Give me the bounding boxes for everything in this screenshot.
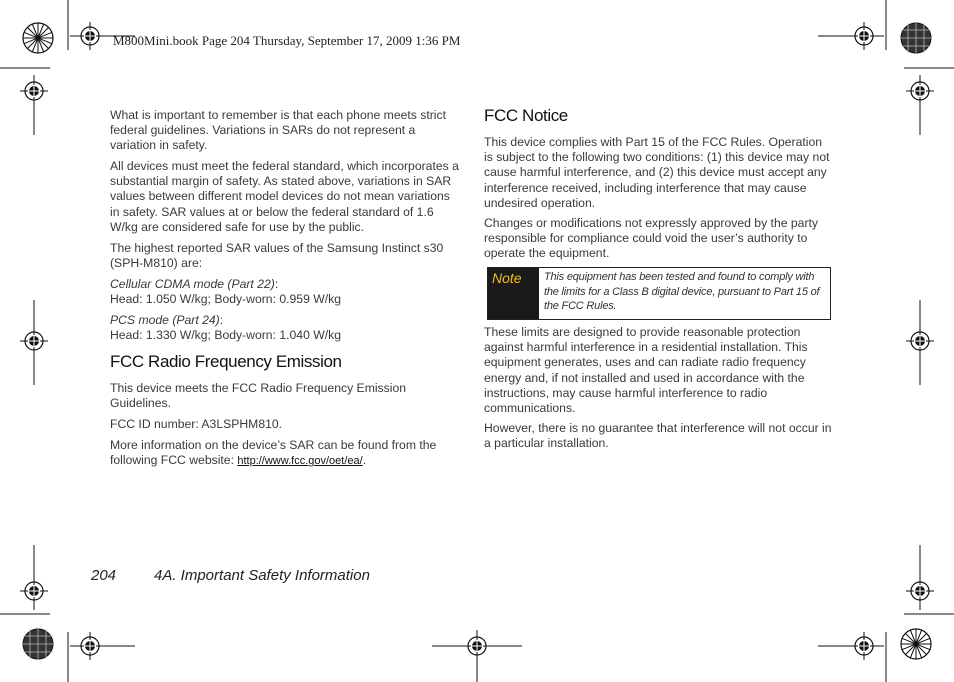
reg-mark-left-middle: [20, 327, 48, 355]
heading-fcc-notice: FCC Notice: [484, 106, 568, 125]
paragraph-modifications: Changes or modifications not expressly approved by the party responsible for compliance could void the user’s authority to operate the equipment.: [484, 216, 818, 261]
paragraph-highest-sar: The highest reported SAR values of the Samsung Instinct s30 (SPH-M810) are:: [110, 241, 444, 271]
paragraph-sar-variation: What is important to remember is that each phone meets strict federal guidelines. Variations in SARs do not represent a variation in safety.: [110, 108, 446, 153]
paragraph-federal-standard: All devices must meet the federal standard, which incorporates a substantial margin of safety. As stated above, variations in SAR values between different model devices do not mean variations in safety. SAR values at or below the federal standard of 1.6 W/kg are considered safe for use by the public.: [110, 159, 459, 234]
reg-mark-right-middle: [906, 327, 934, 355]
reg-mark-top-right: [850, 22, 878, 50]
reg-mark-bottom-right: [850, 632, 878, 660]
page-number: 204: [91, 567, 117, 584]
reg-mark-left-upper: [20, 77, 48, 105]
paragraph-no-guarantee: However, there is no guarantee that interference will not occur in a particular installation.: [484, 421, 832, 451]
reg-mark-bottom-center: [463, 632, 491, 660]
corner-grid-bottom-left: [23, 629, 53, 659]
pcs-mode-label: PCS mode (Part 24): [110, 313, 220, 327]
note-text: This equipment has been tested and found to comply with the limits for a Class B digital device, pursuant to Part 15 of the FCC Rules.: [544, 271, 820, 312]
cdma-mode-label: Cellular CDMA mode (Part 22): [110, 277, 275, 291]
website-intro: More information on the device’s SAR can be found from the following FCC website:: [110, 438, 437, 468]
note-label: Note: [488, 268, 539, 319]
reg-mark-bottom-left: [76, 632, 104, 660]
paragraph-limits: These limits are designed to provide reasonable protection against harmful interference in a residential installation. This equipment generates, uses and can radiate radio frequency energy and, if not installed and used in accordance with the instructions, may cause harmful interference to radio communications.: [484, 325, 808, 416]
paragraph-part15: This device complies with Part 15 of the FCC Rules. Operation is subject to the following two conditions: (1) this device may not cause harmful interference, and (2) this device must accept any interference received, including interference that may cause undesired operation.: [484, 135, 830, 210]
period: .: [362, 453, 367, 468]
section-title: 4A. Important Safety Information: [154, 567, 370, 584]
paragraph-fcc-id: FCC ID number: A3LSPHM810.: [110, 417, 283, 431]
heading-fcc-rf-emission: FCC Radio Frequency Emission: [110, 352, 342, 371]
reg-mark-right-lower: [906, 577, 934, 605]
fcc-website-link[interactable]: http://www.fcc.gov/oet/ea/: [237, 455, 363, 468]
colon: :: [219, 313, 224, 327]
reg-mark-top-left: [76, 22, 104, 50]
colon: :: [274, 277, 279, 291]
reg-mark-left-lower: [20, 577, 48, 605]
corner-grid-top-right: [901, 23, 931, 53]
corner-star-top-left: [23, 23, 53, 53]
paragraph-rf-guidelines: This device meets the FCC Radio Frequency Emission Guidelines.: [110, 381, 406, 411]
corner-star-bottom-right: [901, 629, 931, 659]
reg-mark-right-upper: [906, 77, 934, 105]
pcs-mode-values: Head: 1.330 W/kg; Body-worn: 1.040 W/kg: [110, 328, 341, 343]
cdma-mode-values: Head: 1.050 W/kg; Body-worn: 0.959 W/kg: [110, 292, 341, 307]
book-header: M800Mini.book Page 204 Thursday, September 17, 2009 1:36 PM: [113, 33, 461, 48]
